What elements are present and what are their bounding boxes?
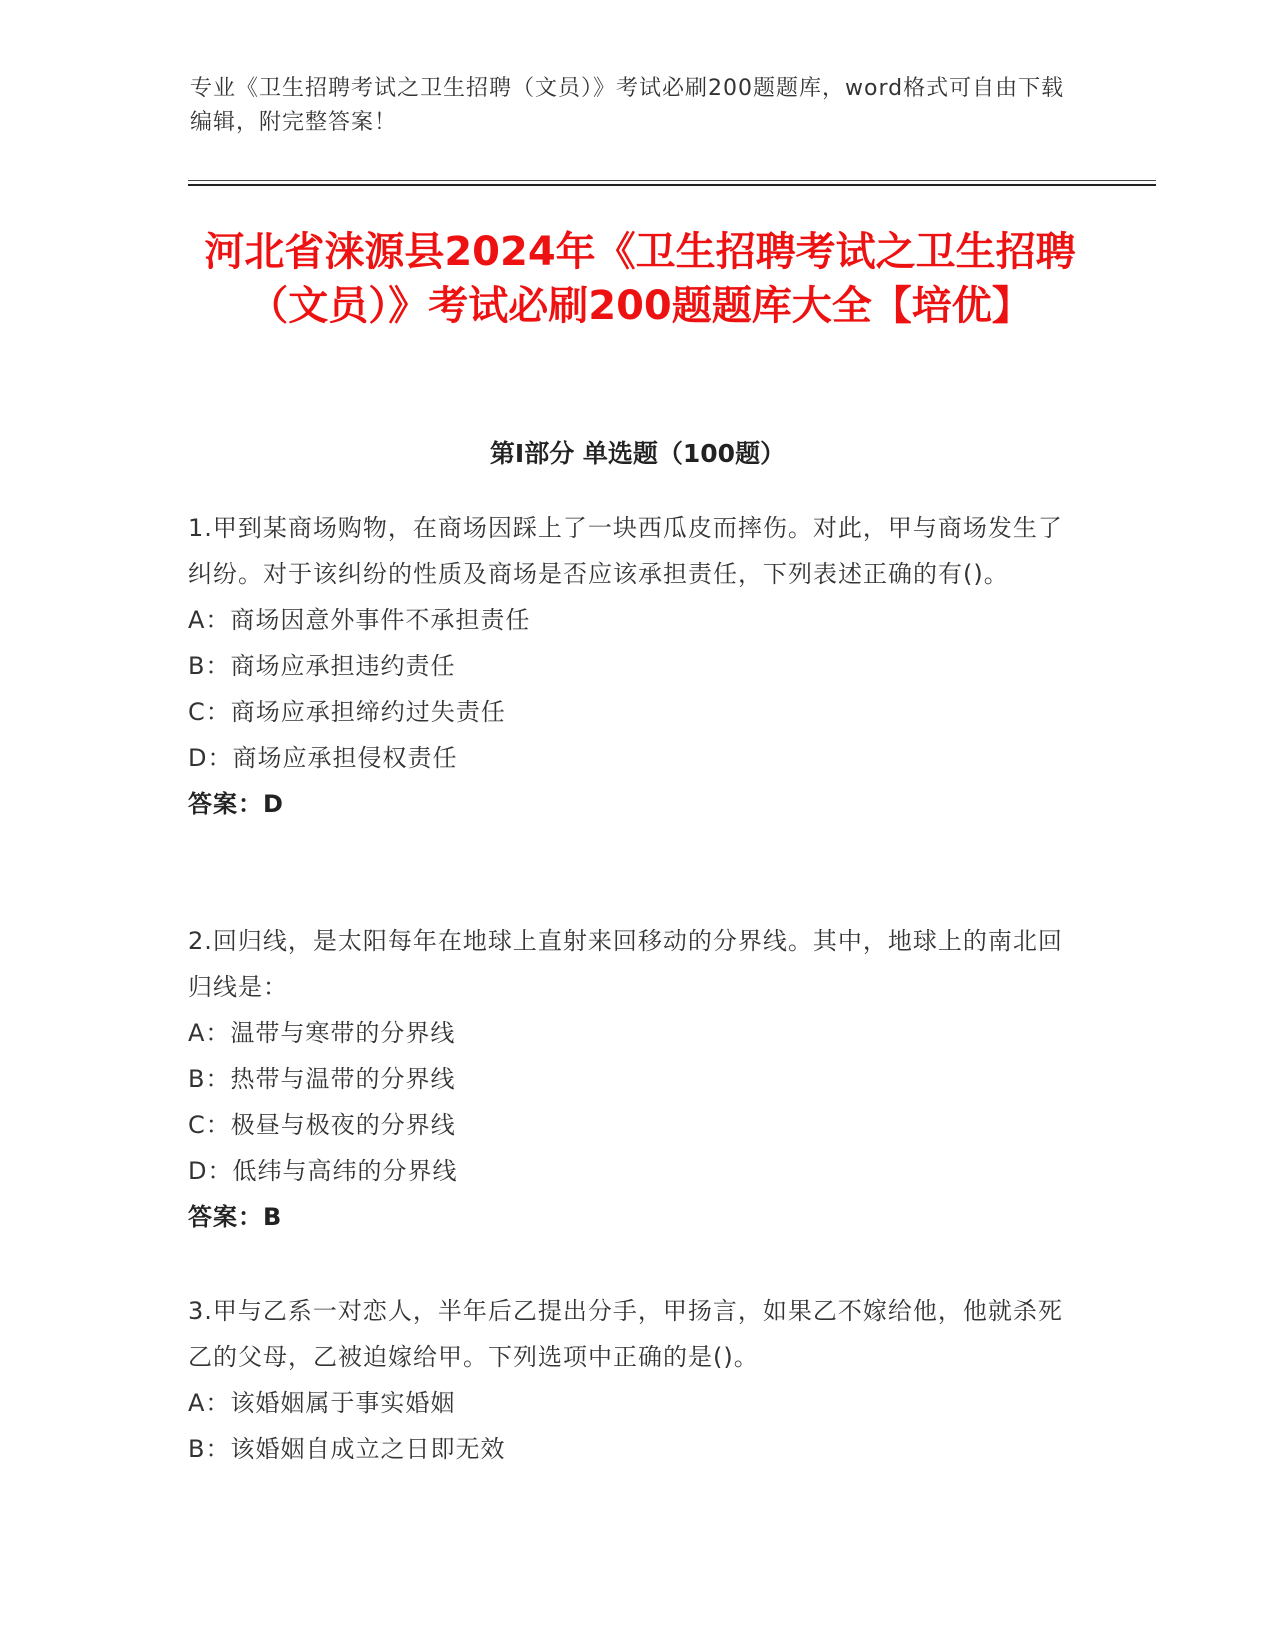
- question-stem: 3.甲与乙系一对恋人，半年后乙提出分手，甲扬言，如果乙不嫁给他，他就杀死乙的父母，乙被迫嫁给甲。下列选项中正确的是()。: [188, 1297, 1063, 1371]
- question-1: [188, 505, 1068, 827]
- document-title: 河北省涞源县2024年《卫生招聘考试之卫生招聘（文员）》考试必刷200题题库大全【培优】: [204, 229, 1076, 329]
- option-b: B：该婚姻自成立之日即无效: [188, 1435, 506, 1463]
- question-2: [188, 918, 1068, 1240]
- question-stem: 2.回归线，是太阳每年在地球上直射来回移动的分界线。其中，地球上的南北回归线是：: [188, 927, 1063, 1001]
- option-a: A：商场因意外事件不承担责任: [188, 606, 531, 634]
- header-divider-thick: [188, 184, 1156, 186]
- question-3: [188, 1288, 1068, 1472]
- answer: 答案：D: [188, 790, 284, 818]
- option-a: A：该婚姻属于事实婚姻: [188, 1389, 456, 1417]
- question-stem: 1.甲到某商场购物，在商场因踩上了一块西瓜皮而摔伤。对此，甲与商场发生了纠纷。对于该纠纷的性质及商场是否应该承担责任，下列表述正确的有()。: [188, 514, 1063, 588]
- option-c: C：商场应承担缔约过失责任: [188, 698, 506, 726]
- header-divider-thin: [188, 180, 1156, 181]
- option-d: D：低纬与高纬的分界线: [188, 1157, 458, 1185]
- option-c: C：极昼与极夜的分界线: [188, 1111, 456, 1139]
- option-d: D：商场应承担侵权责任: [188, 744, 458, 772]
- option-a: A：温带与寒带的分界线: [188, 1019, 456, 1047]
- section-title: 第Ⅰ部分 单选题（100题）: [489, 439, 786, 468]
- option-b: B：热带与温带的分界线: [188, 1065, 456, 1093]
- option-b: B：商场应承担违约责任: [188, 652, 456, 680]
- header-note: 专业《卫生招聘考试之卫生招聘（文员）》考试必刷200题题库，word格式可自由下载编辑，附完整答案！: [190, 76, 1065, 135]
- answer: 答案：B: [188, 1203, 283, 1231]
